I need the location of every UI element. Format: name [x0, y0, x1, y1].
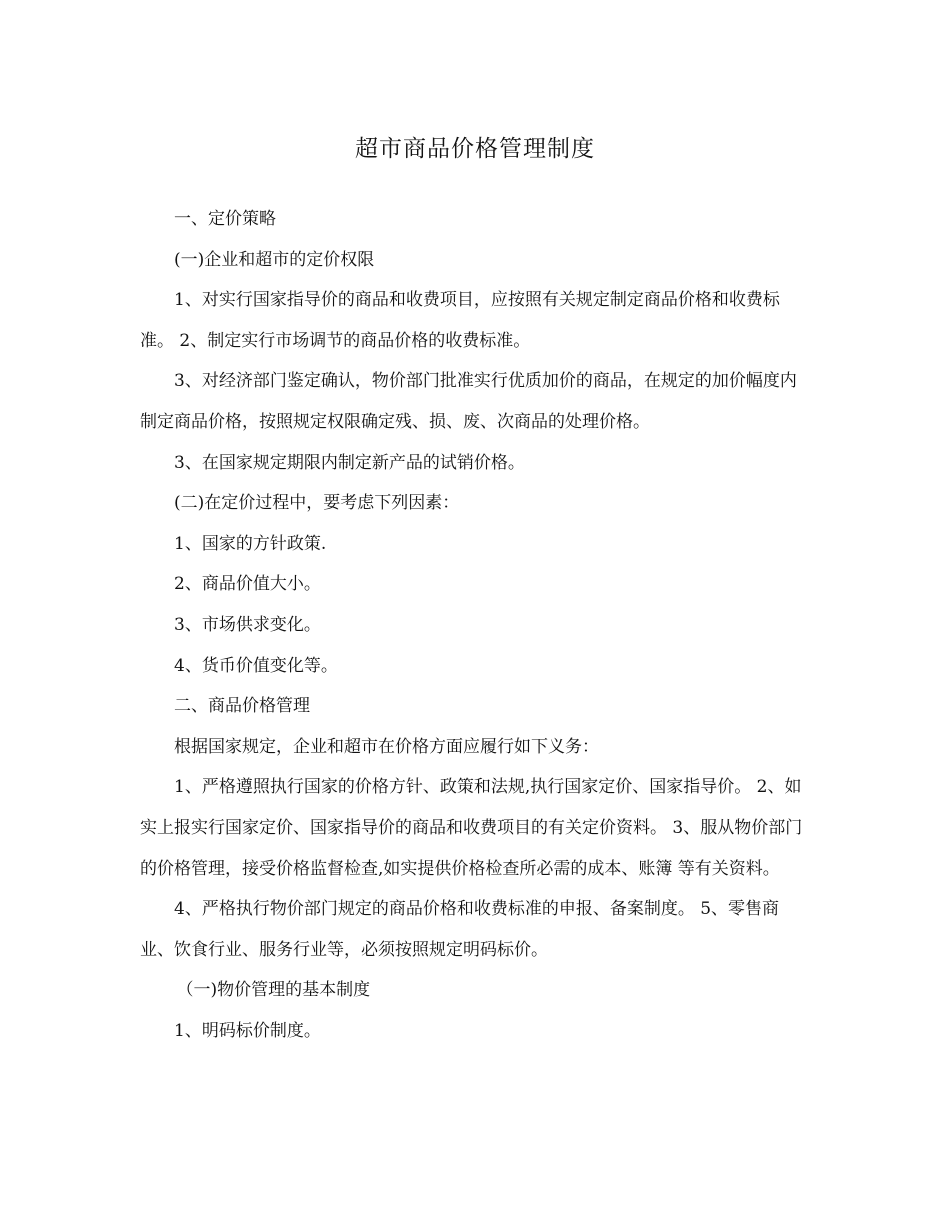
- document-body: [140, 199, 805, 1051]
- body-paragraph: 根据国家规定，企业和超市在价格方面应履行如下义务：: [174, 736, 599, 757]
- list-item: 1、国家的方针政策.: [174, 533, 327, 554]
- list-item: 3、市场供求变化。: [174, 614, 321, 635]
- body-paragraph: 1、严格遵照执行国家的价格方针、政策和法规,执行国家定价、国家指导价。 2、如实上报实行国家定价、国家指导价的商品和收费项目的有关定价资料。 3、服从物价部门的价格管理，接受价格监督检查,如实提供价格检查所必需的成本、账簿 等有关资料。: [140, 777, 803, 879]
- body-paragraph: 1、对实行国家指导价的商品和收费项目，应按照有关规定制定商品价格和收费标准。 2、制定实行市场调节的商品价格的收费标准。: [140, 290, 780, 351]
- list-item: 1、明码标价制度。: [174, 1020, 321, 1041]
- list-item: 2、商品价值大小。: [174, 574, 321, 595]
- section-heading-price-management: 二、商品价格管理: [174, 696, 310, 717]
- body-paragraph: 3、在国家规定期限内制定新产品的试销价格。: [174, 452, 525, 473]
- subsection-heading-pricing-factors: (二)在定价过程中，要考虑下列因素：: [174, 493, 460, 514]
- subsection-heading-basic-system: （一)物价管理的基本制度: [176, 980, 371, 1001]
- section-heading-pricing-strategy: 一、定价策略: [174, 209, 276, 229]
- body-paragraph: 4、严格执行物价部门规定的商品价格和收费标准的申报、备案制度。 5、零售商业、饮食行业、服务行业等，必须按照规定明码标价。: [140, 899, 780, 960]
- subsection-heading-pricing-authority: (一)企业和超市的定价权限: [174, 249, 375, 270]
- body-paragraph: 3、对经济部门鉴定确认，物价部门批准实行优质加价的商品，在规定的加价幅度内制定商品价格，按照规定权限确定残、损、废、次商品的处理价格。: [140, 371, 797, 432]
- list-item: 4、货币价值变化等。: [174, 655, 338, 676]
- document-title: 超市商品价格管理制度: [355, 136, 595, 162]
